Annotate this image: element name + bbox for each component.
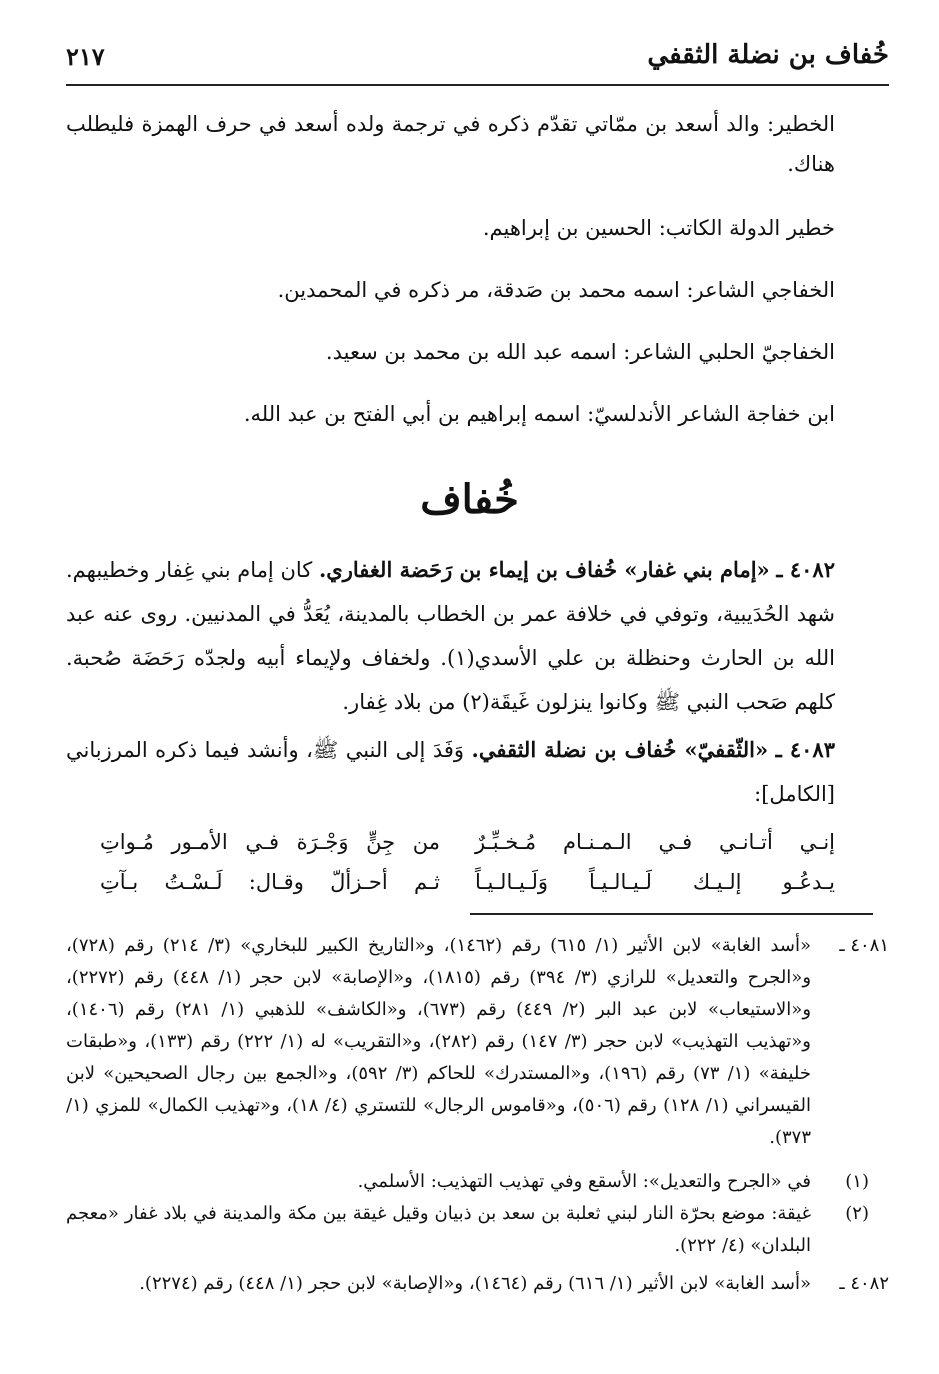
poem	[100, 822, 835, 902]
intro-text-2: خطير الدولة الكاتب: الحسين بن إبراهيم.	[482, 216, 835, 240]
intro-para-4	[66, 332, 835, 372]
entry-4082-text: كان إمام بني غِفار وخطيبهم. شهد الحُدَيبية، وتوفي في خلافة عمر بن الخطاب بالمدينة، يُعَدُّ في المدنيين. روى عنه عبد الله بن الحارث وحنظلة بن علي الأسدي(١). ولخفاف ولإيماء أبيه ولجدّه رَحَضَة صُحبة. كلهم صَحب النبي ﷺ وكانوا ينزلون غَيقَة(٢) من بلاد غِفار.	[66, 558, 835, 714]
intro-para-2	[66, 208, 835, 248]
verse-1-second-hemistich: من جِنٍّ وَجْـرَة فـي الأمـور مُـواتِ	[100, 830, 440, 854]
verse-2-second-hemistich: ثـم أحـزألّ وقـال: لَـسْـتُ بـآتِ	[100, 870, 440, 894]
footnote-2-text: غيقة: موضع بحرّة النار لبني ثعلبة بن سعد بن ذبيان وقيل غيقة بين مكة والمدينة في بلاد غفار «معجم البلدان» (٤/ ٢٢٢).	[66, 1203, 811, 1256]
intro-text-1: الخطير: والد أسعد بن ممّاتي تقدّم ذكره في ترجمة ولده أسعد في حرف الهمزة فليطلب هناك.	[66, 112, 835, 176]
footnote-1	[66, 1166, 889, 1198]
footnote-source-4082-text: «أسد الغابة» لابن الأثير (١/ ٦١٦) رقم (١٤٦٤)، و«الإصابة» لابن حجر (١/ ٤٤٨) رقم (٢٢٧٤).	[139, 1273, 811, 1294]
running-title: خُفاف بن نضلة الثقفي	[647, 40, 889, 70]
footnote-source-4082	[66, 1268, 889, 1300]
verse-line-1	[100, 822, 835, 862]
footnote-2	[66, 1198, 889, 1262]
intro-para-3	[66, 270, 835, 310]
footnote-source-4082-number: ٤٠٨٢ ـ	[839, 1273, 889, 1294]
entry-4083	[66, 728, 835, 816]
entry-4082-number: ٤٠٨٢ ـ	[776, 557, 835, 582]
entry-4083-text: وَفَدَ إلى النبي ﷺ، وأنشد فيما ذكره المرزباني [الكامل]:	[66, 738, 835, 806]
entry-4082-lead: «إمام بني غفار» خُفاف بن إيماء بن رَحَضة الغفاري.	[319, 557, 770, 582]
intro-para-5	[66, 394, 835, 434]
page-header	[66, 38, 889, 86]
intro-text-4: الخفاجيّ الحلبي الشاعر: اسمه عبد الله بن محمد بن سعيد.	[325, 340, 835, 364]
intro-text-3: الخفاجي الشاعر: اسمه محمد بن صَدقة، مر ذكره في المحمدين.	[277, 278, 835, 302]
intro-para-1	[66, 104, 835, 184]
entry-4083-number: ٤٠٨٣ ـ	[775, 737, 835, 762]
footnote-separator	[470, 913, 873, 915]
footnote-source-4081-number: ٤٠٨١ ـ	[839, 935, 889, 956]
footnote-source-4081-text: «أسد الغابة» لابن الأثير (١/ ٦١٥) رقم (١٤٦٢)، و«التاريخ الكبير للبخاري» (٣/ ٢١٤) رقم (٧٢٨)، و«الجرح والتعديل» للرازي (٣/ ٣٩٤) رقم (١٨١٥)، و«الإصابة» لابن حجر (١/ ٤٤٨) رقم (٢٢٧٢)، و«الاستيعاب» لابن عبد البر (٢/ ٤٤٩) رقم (٦٧٣)، و«الكاشف» للذهبي (١/ ٢٨١) رقم (١٤٠٦)، و«تهذيب التهذيب» لابن حجر (٣/ ١٤٧) رقم (٢٨٢)، و«التقريب» له (١/ ٢٢٢) رقم (١٣٣)، و«طبقات خليفة» (١/ ٧٣) رقم (١٩٦)، و«المستدرك» للحاكم (٣/ ٥٩٢)، و«الجمع بين رجال الصحيحين» لابن القيسراني (١/ ١٢٨) رقم (٥٠٦)، و«قاموس الرجال» للتستري (٤/ ١٨)، و«تهذيب الكمال» للمزي (١/ ٣٧٣).	[66, 935, 812, 1148]
footnote-1-number: (١)	[845, 1171, 869, 1192]
footnote-2-number: (٢)	[845, 1203, 869, 1224]
entry-4082	[66, 548, 835, 724]
page-number: ٢١٧	[66, 42, 105, 71]
verse-1-first-hemistich: إنـي أتـانـي فـي الـمـنـام مُـخـبِّـرٌ	[475, 830, 835, 854]
intro-text-5: ابن خفاجة الشاعر الأندلسيّ: اسمه إبراهيم بن أبي الفتح بن عبد الله.	[243, 402, 835, 426]
verse-2-first-hemistich: يـدعُـو إلـيـك لَـيـالـيـاً وَلَـيـالـيـاً	[475, 870, 835, 894]
section-heading: خُفاف	[420, 476, 519, 523]
footnote-1-text: في «الجرح والتعديل»: الأسقع وفي تهذيب التهذيب: الأسلمي.	[357, 1171, 811, 1192]
verse-line-2	[100, 862, 835, 902]
footnote-source-4081	[66, 930, 889, 1154]
entry-4083-lead: «الثّقفيّ» خُفاف بن نضلة الثقفي.	[471, 737, 769, 762]
